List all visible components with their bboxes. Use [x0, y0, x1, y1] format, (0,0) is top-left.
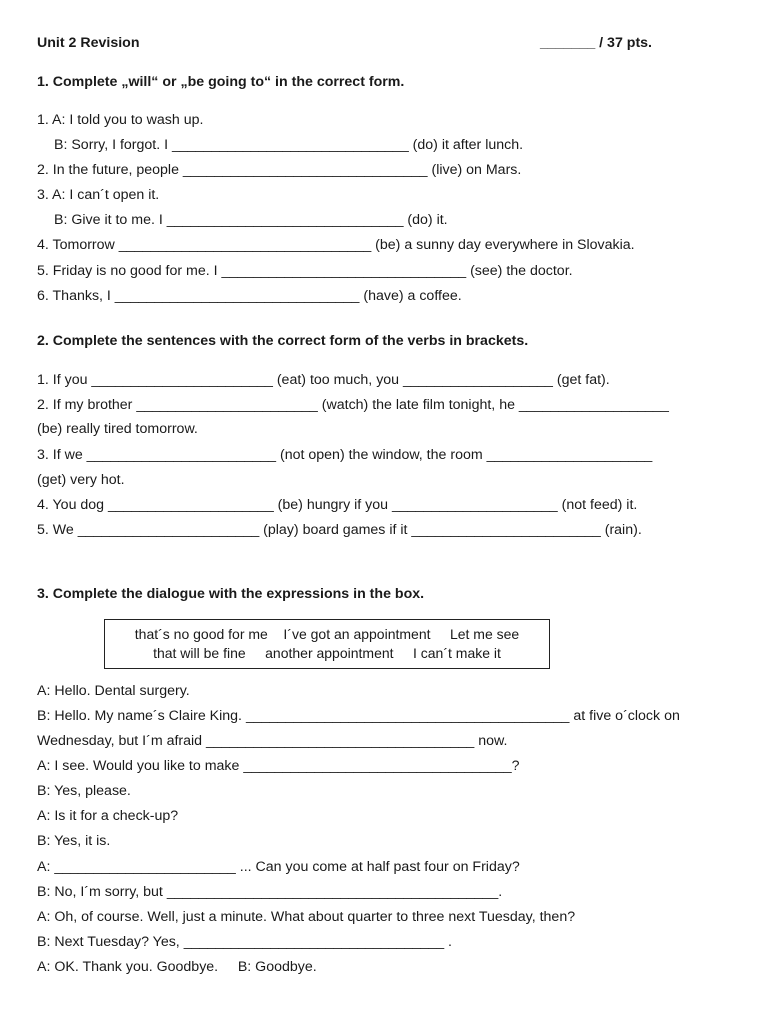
- ex2-line: (be) really tired tomorrow.: [37, 421, 198, 437]
- score-field: _______ / 37 pts.: [540, 35, 653, 51]
- ex1-line: B: Sorry, I forgot. I ______________________________ (do) it after lunch.: [54, 137, 524, 153]
- ex2-line: 3. If we ________________________ (not open) the window, the room _____________________: [37, 447, 653, 463]
- expression-box: [104, 619, 550, 669]
- dialogue-line: B: Next Tuesday? Yes, _________________________________ .: [37, 934, 452, 950]
- ex2-line: 1. If you _______________________ (eat) too much, you ___________________ (get fat).: [37, 372, 610, 388]
- ex2-line: 4. You dog _____________________ (be) hungry if you _____________________ (not feed) it.: [37, 497, 638, 513]
- dialogue-line: A: Hello. Dental surgery.: [37, 683, 190, 699]
- dialogue-line: B: Yes, it is.: [37, 833, 111, 849]
- ex1-line: 4. Tomorrow ________________________________ (be) a sunny day everywhere in Slovakia.: [37, 237, 635, 253]
- worksheet-title: Unit 2 Revision: [37, 35, 140, 51]
- ex2-line: (get) very hot.: [37, 472, 125, 488]
- ex2-line: 2. If my brother _______________________ (watch) the late film tonight, he ___________________: [37, 397, 669, 413]
- ex1-line: 3. A: I can´t open it.: [37, 187, 160, 203]
- dialogue-line: A: OK. Thank you. Goodbye. B: Goodbye.: [37, 959, 317, 975]
- ex1-line: 1. A: I told you to wash up.: [37, 112, 204, 128]
- expression-box-line: that´s no good for me I´ve got an appointment Let me see: [134, 626, 520, 642]
- dialogue-line: B: Yes, please.: [37, 783, 131, 799]
- ex1-line: B: Give it to me. I ______________________________ (do) it.: [54, 212, 448, 228]
- dialogue-line: B: No, I´m sorry, but __________________________________________.: [37, 884, 503, 900]
- dialogue-line: A: Oh, of course. Well, just a minute. What about quarter to three next Tuesday, then?: [37, 909, 576, 925]
- expression-box-line: that will be fine another appointment I can´t make it: [153, 645, 501, 661]
- exercise-1-heading: 1. Complete „will“ or „be going to“ in the correct form.: [37, 74, 405, 90]
- dialogue-line: A: I see. Would you like to make __________________________________?: [37, 758, 520, 774]
- dialogue-line: B: Hello. My name´s Claire King. _________________________________________ at five o´clock on: [37, 708, 680, 724]
- dialogue-line: A: Is it for a check-up?: [37, 808, 179, 824]
- exercise-2-heading: 2. Complete the sentences with the correct form of the verbs in brackets.: [37, 333, 529, 349]
- ex1-line: 2. In the future, people _______________________________ (live) on Mars.: [37, 162, 522, 178]
- exercise-3-heading: 3. Complete the dialogue with the expressions in the box.: [37, 586, 425, 602]
- dialogue-line: Wednesday, but I´m afraid __________________________________ now.: [37, 733, 508, 749]
- ex1-line: 6. Thanks, I _______________________________ (have) a coffee.: [37, 288, 462, 304]
- ex1-line: 5. Friday is no good for me. I _______________________________ (see) the doctor.: [37, 263, 573, 279]
- ex2-line: 5. We _______________________ (play) board games if it ________________________ (rain).: [37, 522, 642, 538]
- dialogue-line: A: _______________________ ... Can you come at half past four on Friday?: [37, 859, 520, 875]
